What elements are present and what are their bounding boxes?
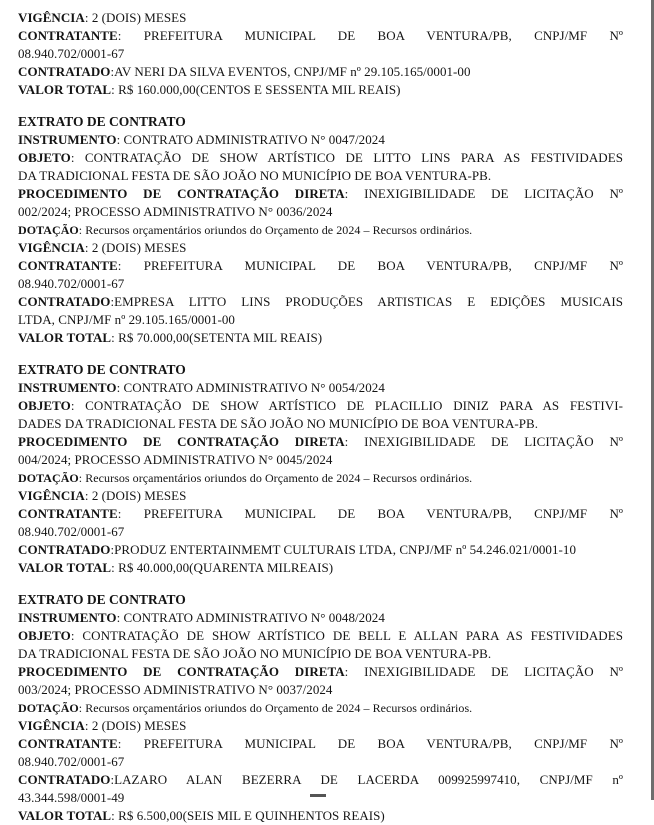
contratante-value: : PREFEITURA MUNICIPAL DE BOA VENTURA/PB, CNPJ/MF Nº: [117, 736, 623, 751]
valor-total-line: [18, 559, 623, 577]
dotacao-value: : Recursos orçamentários oriundos do Orçamento de 2024 – Recursos ordinários.: [78, 471, 473, 485]
contratado-line: [18, 63, 623, 81]
procedimento-label: PROCEDIMENTO DE CONTRATAÇÃO DIRETA: [18, 664, 345, 679]
vigencia-label: VIGÊNCIA: [18, 488, 85, 503]
vigencia-value: : 2 (DOIS) MESES: [84, 718, 187, 733]
procedimento-line-2: 004/2024; PROCESSO ADMINISTRATIVO N° 0045/2024: [18, 452, 333, 467]
dotacao-line: [18, 699, 623, 717]
contratante-line: [18, 505, 623, 523]
dotacao-line: [18, 221, 623, 239]
instrumento-value: : CONTRATO ADMINISTRATIVO N° 0048/2024: [116, 610, 385, 625]
valor-total-value: : R$ 6.500,00(SEIS MIL E QUINHENTOS REAIS): [111, 808, 385, 823]
vigencia-value: : 2 (DOIS) MESES: [84, 488, 187, 503]
instrumento-line: [18, 131, 623, 149]
vigencia-line: [18, 487, 623, 505]
vigencia-value: : 2 (DOIS) MESES: [84, 240, 187, 255]
dotacao-label: DOTAÇÃO: [18, 701, 79, 715]
dotacao-value: : Recursos orçamentários oriundos do Orçamento de 2024 – Recursos ordinários.: [78, 701, 473, 715]
instrumento-line: [18, 379, 623, 397]
procedimento-line: [18, 433, 623, 451]
contratado-label: CONTRATADO: [18, 64, 111, 79]
objeto-line-2: DA TRADICIONAL FESTA DE SÃO JOÃO NO MUNICÍPIO DE BOA VENTURA-PB.: [18, 168, 492, 183]
contratado-label: CONTRATADO: [18, 542, 111, 557]
procedimento-line: [18, 185, 623, 203]
contratado-line-2: LTDA, CNPJ/MF nº 29.105.165/0001-00: [18, 312, 235, 327]
valor-total-line: [18, 81, 623, 99]
objeto-line: [18, 397, 623, 415]
objeto-value: : CONTRATAÇÃO DE SHOW ARTÍSTICO DE PLACILLIO DINIZ PARA AS FESTIVI-: [70, 398, 623, 413]
objeto-value: : CONTRATAÇÃO DE SHOW ARTÍSTICO DE LITTO LINS PARA AS FESTIVIDADES: [70, 150, 623, 165]
procedimento-label: PROCEDIMENTO DE CONTRATAÇÃO DIRETA: [18, 186, 345, 201]
extrato-contrato-0054: [18, 361, 623, 577]
dotacao-label: DOTAÇÃO: [18, 471, 79, 485]
extrato-title: EXTRATO DE CONTRATO: [18, 114, 186, 129]
extrato-contrato-0048: [18, 591, 623, 825]
valor-total-label: VALOR TOTAL: [18, 330, 112, 345]
instrumento-value: : CONTRATO ADMINISTRATIVO N° 0054/2024: [116, 380, 385, 395]
vigencia-label: VIGÊNCIA: [18, 240, 85, 255]
vigencia-line: [18, 9, 623, 27]
extrato-title: EXTRATO DE CONTRATO: [18, 362, 186, 377]
valor-total-label: VALOR TOTAL: [18, 560, 112, 575]
contratado-value: :EMPRESA LITTO LINS PRODUÇÕES ARTISTICAS E EDIÇÕES MUSICAIS: [110, 294, 623, 309]
objeto-label: OBJETO: [18, 398, 71, 413]
procedimento-value: : INEXIGIBILIDADE DE LICITAÇÃO Nº: [344, 434, 623, 449]
contratado-value: :LAZARO ALAN BEZERRA DE LACERDA 009925997410, CNPJ/MF nº: [110, 772, 623, 787]
objeto-label: OBJETO: [18, 628, 71, 643]
dotacao-value: : Recursos orçamentários oriundos do Orçamento de 2024 – Recursos ordinários.: [78, 223, 473, 237]
procedimento-label: PROCEDIMENTO DE CONTRATAÇÃO DIRETA: [18, 434, 345, 449]
contratado-line: [18, 293, 623, 311]
contratante-value: : PREFEITURA MUNICIPAL DE BOA VENTURA/PB, CNPJ/MF Nº: [117, 28, 623, 43]
procedimento-line-2: 003/2024; PROCESSO ADMINISTRATIVO N° 0037/2024: [18, 682, 333, 697]
contratado-line: [18, 541, 623, 559]
vigencia-line: [18, 717, 623, 735]
objeto-label: OBJETO: [18, 150, 71, 165]
contratante-label: CONTRATANTE: [18, 736, 118, 751]
contratante-cnpj-line: 08.940.702/0001-67: [18, 46, 125, 61]
contratante-label: CONTRATANTE: [18, 28, 118, 43]
contratante-value: : PREFEITURA MUNICIPAL DE BOA VENTURA/PB, CNPJ/MF Nº: [117, 258, 623, 273]
objeto-line: [18, 149, 623, 167]
dotacao-label: DOTAÇÃO: [18, 223, 79, 237]
procedimento-line: [18, 663, 623, 681]
vigencia-value: : 2 (DOIS) MESES: [84, 10, 187, 25]
dotacao-line: [18, 469, 623, 487]
valor-total-value: : R$ 70.000,00(SETENTA MIL REAIS): [111, 330, 323, 345]
procedimento-value: : INEXIGIBILIDADE DE LICITAÇÃO Nº: [344, 186, 623, 201]
objeto-line-2: DADES DA TRADICIONAL FESTA DE SÃO JOÃO NO MUNICÍPIO DE BOA VENTURA-PB.: [18, 416, 539, 431]
contratante-label: CONTRATANTE: [18, 506, 118, 521]
procedimento-line-2: 002/2024; PROCESSO ADMINISTRATIVO N° 0036/2024: [18, 204, 333, 219]
valor-total-value: : R$ 40.000,00(QUARENTA MILREAIS): [111, 560, 334, 575]
contratante-value: : PREFEITURA MUNICIPAL DE BOA VENTURA/PB, CNPJ/MF Nº: [117, 506, 623, 521]
valor-total-value: : R$ 160.000,00(CENTOS E SESSENTA MIL REAIS): [111, 82, 401, 97]
instrumento-line: [18, 609, 623, 627]
contratante-cnpj-line: 08.940.702/0001-67: [18, 276, 125, 291]
contratante-cnpj-line: 08.940.702/0001-67: [18, 754, 125, 769]
contratado-label: CONTRATADO: [18, 772, 111, 787]
contratante-cnpj-line: 08.940.702/0001-67: [18, 524, 125, 539]
contratante-line: [18, 27, 623, 45]
instrumento-label: INSTRUMENTO: [18, 380, 117, 395]
contratante-line: [18, 735, 623, 753]
contratado-line-2: 43.344.598/0001-49: [18, 790, 125, 805]
vigencia-label: VIGÊNCIA: [18, 10, 85, 25]
objeto-line: [18, 627, 623, 645]
page-edge-mark: [310, 794, 326, 797]
instrumento-value: : CONTRATO ADMINISTRATIVO N° 0047/2024: [116, 132, 385, 147]
extrato-partial-top: [18, 9, 623, 99]
procedimento-value: : INEXIGIBILIDADE DE LICITAÇÃO Nº: [344, 664, 623, 679]
valor-total-label: VALOR TOTAL: [18, 82, 112, 97]
objeto-value: : CONTRATAÇÃO DE SHOW ARTÍSTICO DE BELL E ALLAN PARA AS FESTIVIDADES: [70, 628, 623, 643]
valor-total-line: [18, 329, 623, 347]
contratado-value: :AV NERI DA SILVA EVENTOS, CNPJ/MF nº 29.105.165/0001-00: [110, 64, 471, 79]
contratante-line: [18, 257, 623, 275]
vigencia-label: VIGÊNCIA: [18, 718, 85, 733]
objeto-line-2: DA TRADICIONAL FESTA DE SÃO JOÃO NO MUNICÍPIO DE BOA VENTURA-PB.: [18, 646, 492, 661]
contratante-label: CONTRATANTE: [18, 258, 118, 273]
extrato-title: EXTRATO DE CONTRATO: [18, 592, 186, 607]
valor-total-label: VALOR TOTAL: [18, 808, 112, 823]
instrumento-label: INSTRUMENTO: [18, 132, 117, 147]
contratado-label: CONTRATADO: [18, 294, 111, 309]
extrato-contrato-0047: [18, 113, 623, 347]
vigencia-line: [18, 239, 623, 257]
instrumento-label: INSTRUMENTO: [18, 610, 117, 625]
valor-total-line: [18, 807, 623, 825]
contratado-line: [18, 771, 623, 789]
contratado-value: :PRODUZ ENTERTAINMEMT CULTURAIS LTDA, CNPJ/MF nº 54.246.021/0001-10: [110, 542, 576, 557]
